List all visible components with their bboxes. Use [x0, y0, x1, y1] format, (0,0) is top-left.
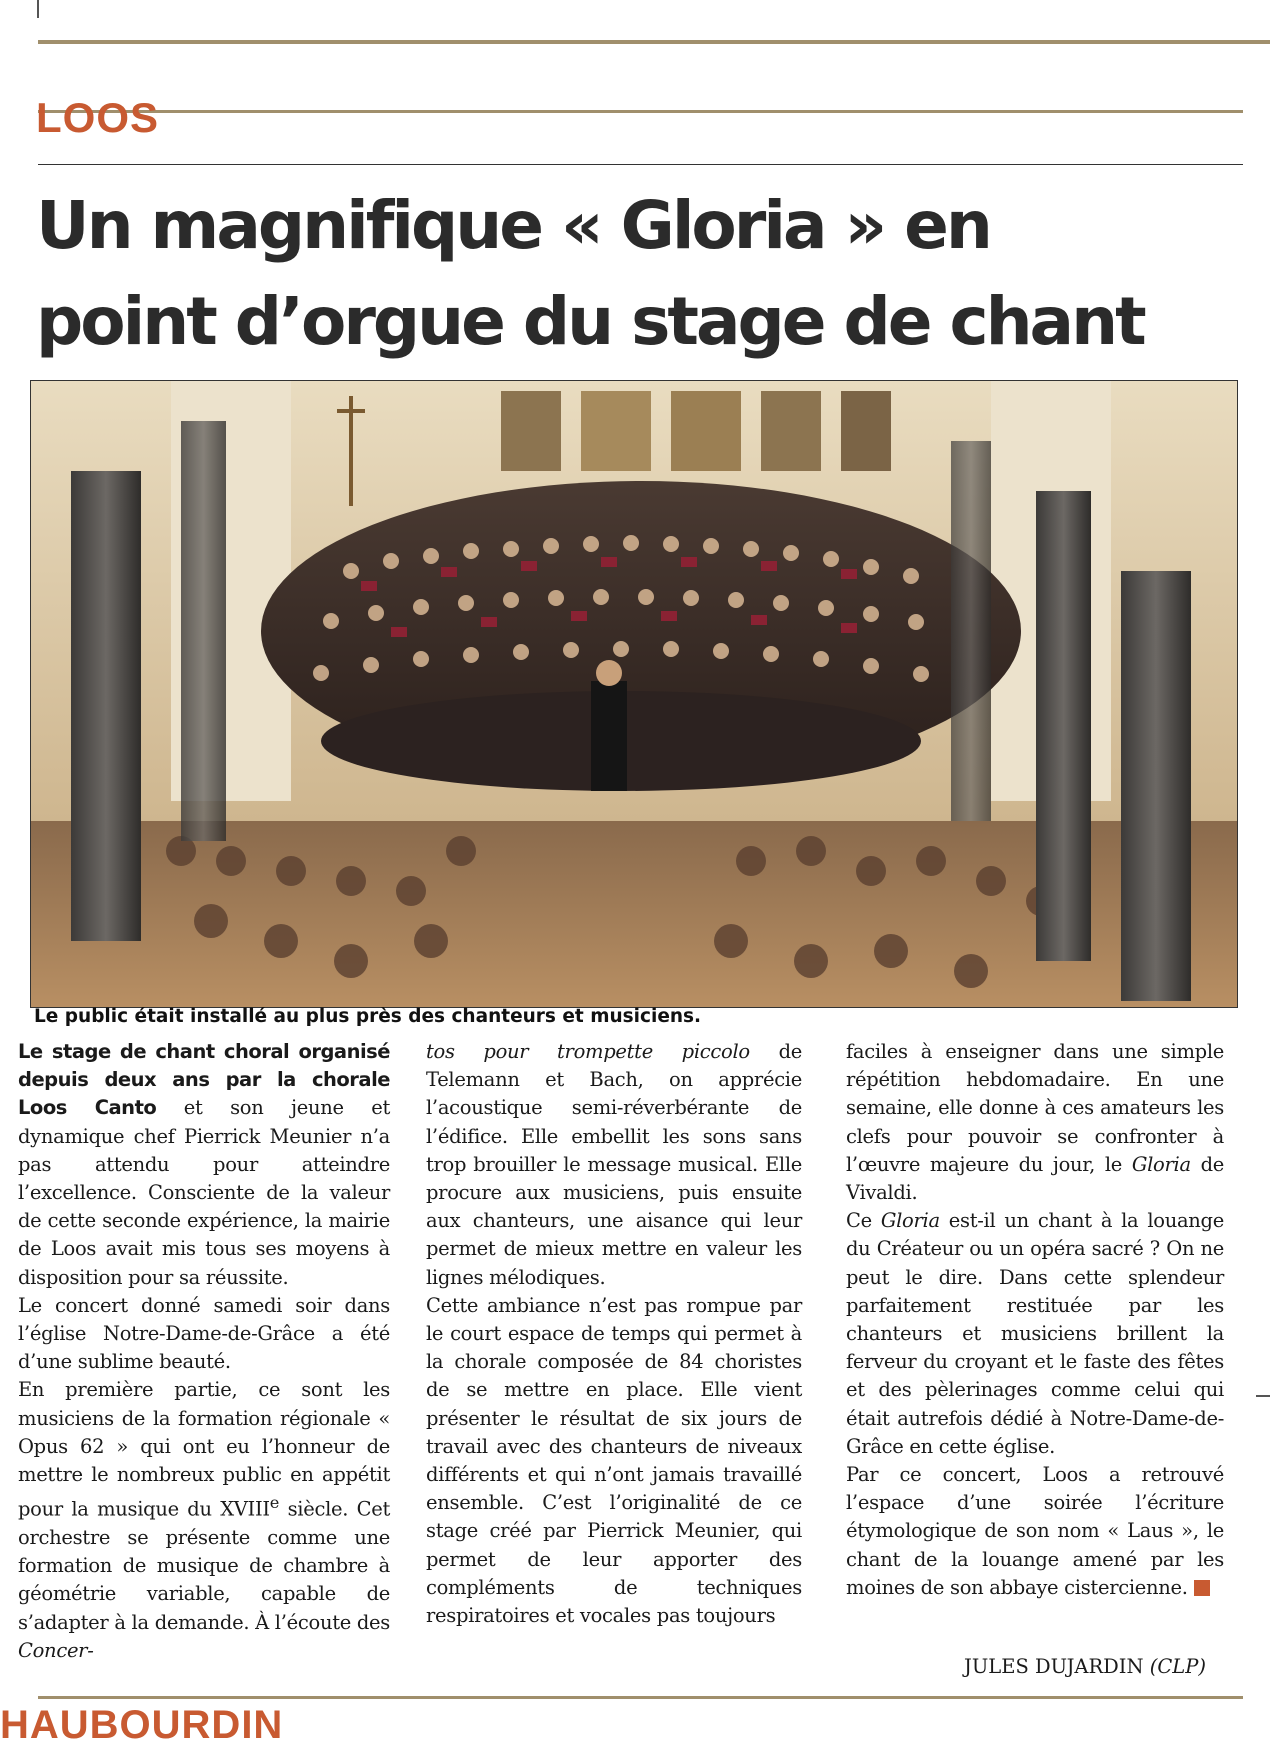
- next-section-label: HAUBOURDIN: [0, 1703, 284, 1747]
- section-rule-bottom: [38, 164, 1243, 165]
- concert-photo-illustration: [31, 381, 1237, 1007]
- concert-photo: [30, 380, 1238, 1008]
- paragraph: [18, 1038, 390, 1292]
- text-run: de Vivaldi.: [846, 1152, 1224, 1205]
- italic-run: tos pour trompette piccolo: [426, 1040, 750, 1063]
- italic-run: Concer-: [18, 1638, 94, 1662]
- right-edge-rule: [1256, 1395, 1270, 1397]
- paragraph: [846, 1038, 1224, 1207]
- superscript: e: [269, 1493, 280, 1513]
- author-name: JULES DUJARDIN: [964, 1655, 1144, 1678]
- article-column-2: [426, 1038, 802, 1630]
- end-mark-icon: [1194, 1580, 1210, 1596]
- paragraph: Le concert donné samedi soir dans l’église Notre-Dame-de-Grâce a été d’une sublime beauté.: [18, 1293, 390, 1374]
- text-run: est-il un chant à la louange du Créateur ou un opéra sacré ? On ne peut le dire. Dans cette splendeur parfaitement restituée par les chanteurs et musiciens brillent la ferveur du croyant et le faste des fêtes et des pèlerinages comme celui qui était autrefois dédié à Notre-Dame-de-Grâce en cette église.: [846, 1209, 1224, 1458]
- paragraph: [846, 1461, 1224, 1602]
- paragraph: [846, 1207, 1224, 1461]
- lead-text: Le stage de chant choral organisé depuis deux ans par la chorale Loos Canto: [18, 1040, 390, 1120]
- text-run: et son jeune et dynamique chef Pierrick Meunier n’a pas attendu pour atteindre l’excellence. Consciente de la valeur de cette seconde expérience, la mairie de Loos avait mis tous ses moyens à disposition pour sa réussite.: [18, 1096, 391, 1289]
- section-label: LOOS: [36, 94, 160, 141]
- text-run: Ce: [846, 1209, 881, 1233]
- italic-run: Gloria: [880, 1209, 940, 1233]
- headline: Un magnifique « Gloria » en point d’orgue du stage de chant: [36, 187, 1144, 360]
- italic-run: Gloria: [1131, 1152, 1191, 1176]
- top-rule: [38, 40, 1270, 44]
- author-agency: (CLP): [1149, 1655, 1206, 1678]
- text-run: de Telemann et Bach, on apprécie l’acoustique semi-réverbérante de l’édifice. Elle embellit les sons sans trop brouiller le message musical. Elle procure aux musiciens, puis ensuite aux chanteurs, une aisance qui leur permet de mieux mettre en valeur les lignes mélodiques.: [426, 1040, 803, 1289]
- text-run: siècle. Cet orchestre se présente comme une formation de musique de chambre à géométrie variable, capable de s’adapter à la demande. À l’écoute des: [18, 1497, 391, 1634]
- author-signature: [964, 1655, 1206, 1678]
- paragraph: Cette ambiance n’est pas rompue par le court espace de temps qui permet à la chorale composée de 84 choristes de se mettre en place. Elle vient présenter le résultat de six jours de travail avec des chanteurs de niveaux différents et qui n’ont jamais travaillé ensemble. C’est l’originalité de ce stage créé par Pierrick Meunier, qui permet de leur apporter des compléments de techniques respiratoires et vocales pas toujours: [426, 1293, 802, 1628]
- paragraph: [18, 1376, 390, 1665]
- text-run: Par ce concert, Loos a retrouvé l’espace d’une soirée l’écriture étymologique de son nom « Laus », le chant de la louange amené par les moines de son abbaye cistercienne.: [846, 1463, 1224, 1599]
- bottom-rule: [38, 1696, 1243, 1699]
- text-run: En première partie, ce sont les musiciens de la formation régionale « Opus 62 » qui ont eu l’honneur de mettre le nombreux public en appétit pour la musique du XVIII: [18, 1378, 390, 1521]
- article-column-1: [18, 1038, 390, 1665]
- text-run: faciles à enseigner dans une simple répétition hebdomadaire. En une semaine, elle donne à ces amateurs les clefs pour pouvoir se confronter à l’œuvre majeure du jour, le: [846, 1040, 1224, 1176]
- paragraph: [426, 1038, 802, 1292]
- page-left-rule: [37, 0, 39, 18]
- photo-caption: Le public était installé au plus près des chanteurs et musiciens.: [34, 1006, 702, 1027]
- section-rule-top: [38, 110, 1243, 113]
- article-column-3: [846, 1038, 1224, 1602]
